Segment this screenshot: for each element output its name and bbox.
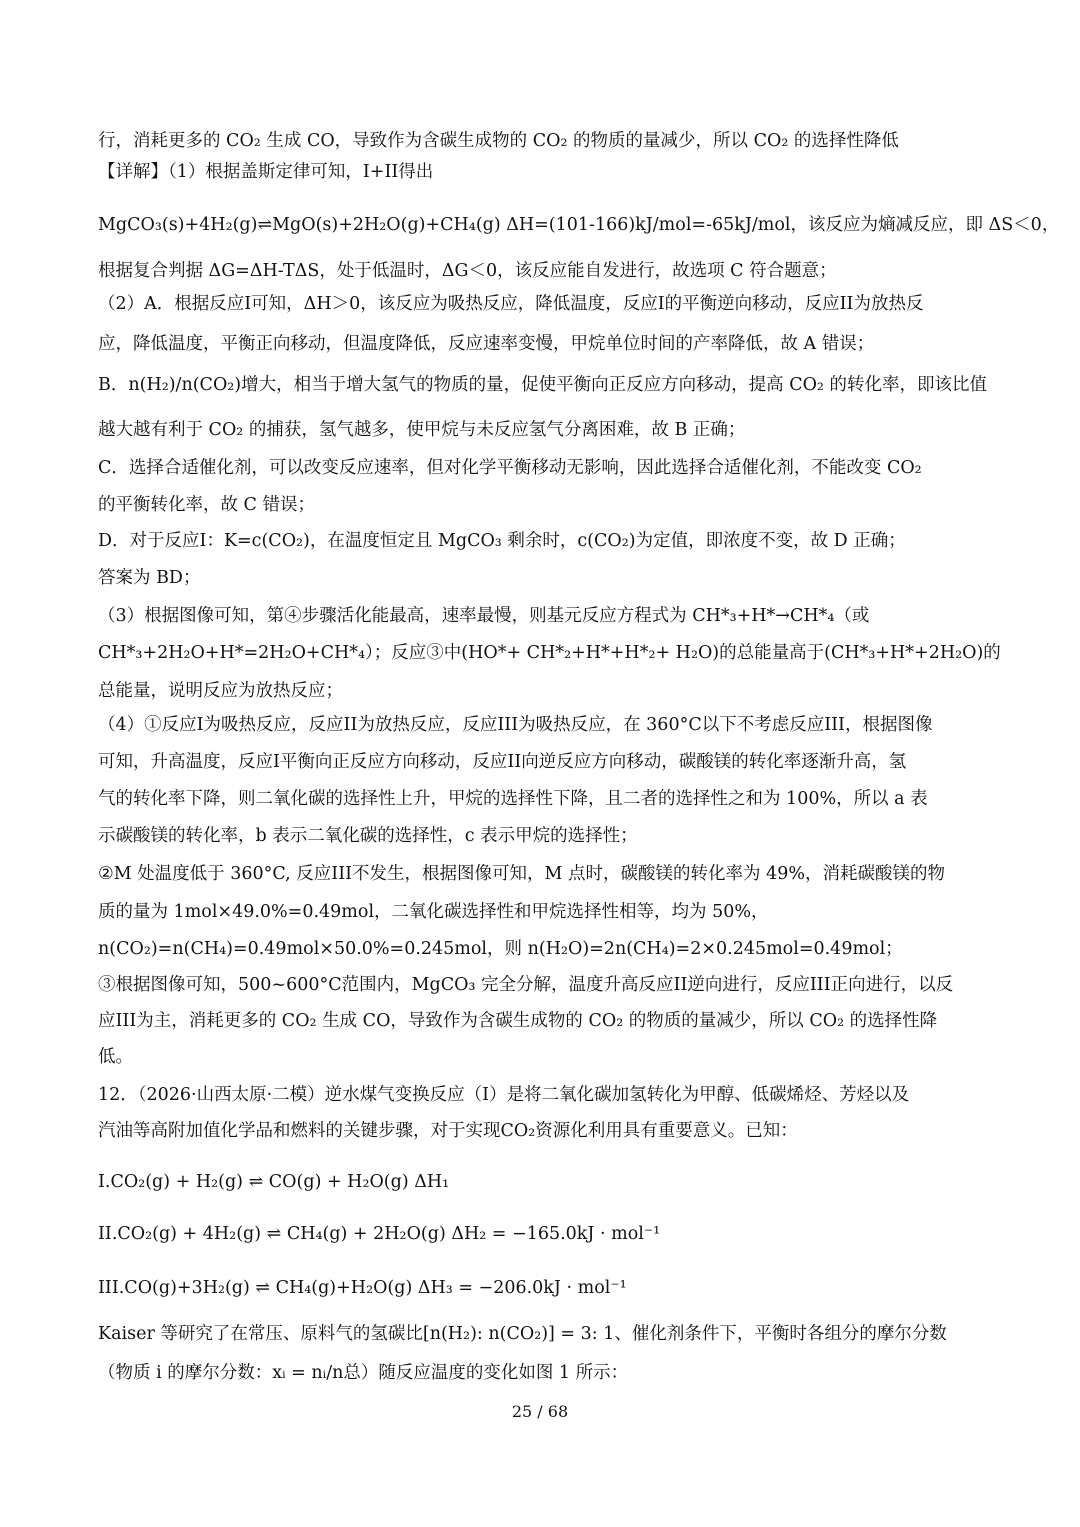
text-line: 12．（2026·山西太原·二模）逆水煤气变换反应（I）是将二氧化碳加氢转化为甲醇、低碳烯烃、芳烃以及 (98, 1085, 910, 1105)
text-line: 行，消耗更多的 CO₂ 生成 CO，导致作为含碳生成物的 CO₂ 的物质的量减少，所以 CO₂ 的选择性降低 (98, 131, 899, 151)
text-line: 的平衡转化率，故 C 错误； (98, 495, 316, 515)
text-line: 可知，升高温度，反应I平衡向正反应方向移动，反应II向逆反应方向移动，碳酸镁的转化率逐渐升高，氢 (98, 752, 907, 772)
text-line: （2）A．根据反应I可知，ΔH＞0，该反应为吸热反应，降低温度，反应I的平衡逆向移动，反应II为放热反 (98, 294, 924, 314)
text-line: 汽油等高附加值化学品和燃料的关键步骤，对于实现CO₂资源化利用具有重要意义。已知： (98, 1121, 798, 1141)
text-line: （4）①反应I为吸热反应，反应II为放热反应，反应III为吸热反应，在 360°C以下不考虑反应III，根据图像 (98, 715, 933, 735)
text-line: MgCO₃(s)+4H₂(g)⇌MgO(s)+2H₂O(g)+CH₄(g) ΔH=(101-166)kJ/mol=-65kJ/mol，该反应为熵减反应，即 ΔS＜0， (98, 215, 1060, 235)
text-line: 答案为 BD； (98, 568, 201, 588)
text-line: Kaiser 等研究了在常压、原料气的氢碳比[n(H₂): n(CO₂)] = 3: 1、催化剂条件下，平衡时各组分的摩尔分数 (98, 1324, 947, 1344)
text-line: ②M 处温度低于 360°C, 反应III不发生，根据图像可知，M 点时，碳酸镁的转化率为 49%，消耗碳酸镁的物 (98, 864, 945, 884)
text-line: 气的转化率下降，则二氧化碳的选择性上升，甲烷的选择性下降，且二者的选择性之和为 100%，所以 a 表 (98, 789, 928, 809)
text-line: 质的量为 1mol×49.0%=0.49mol，二氧化碳选择性和甲烷选择性相等，均为 50%， (98, 902, 769, 922)
text-line: 应，降低温度，平衡正向移动，但温度降低，反应速率变慢，甲烷单位时间的产率降低，故 A 错误； (98, 334, 875, 354)
text-line: n(CO₂)=n(CH₄)=0.49mol×50.0%=0.245mol，则 n(H₂O)=2n(CH₄)=2×0.245mol=0.49mol； (98, 939, 903, 959)
equation-line: II.CO₂(g) + 4H₂(g) ⇌ CH₄(g) + 2H₂O(g) ΔH₂ = −165.0kJ · mol⁻¹ (98, 1224, 661, 1244)
text-line: C．选择合适催化剂，可以改变反应速率，但对化学平衡移动无影响，因此选择合适催化剂，不能改变 CO₂ (98, 458, 922, 478)
equation-line: I.CO₂(g) + H₂(g) ⇌ CO(g) + H₂O(g) ΔH₁ (98, 1172, 450, 1192)
text-line: 越大越有利于 CO₂ 的捕获，氢气越多，使甲烷与未反应氢气分离困难，故 B 正确； (98, 420, 746, 440)
text-line: 总能量，说明反应为放热反应； (98, 681, 343, 701)
text-line: D．对于反应I：K=c(CO₂)，在温度恒定且 MgCO₃ 剩余时，c(CO₂)为定值，即浓度不变，故 D 正确； (98, 531, 906, 551)
text-line: （物质 i 的摩尔分数：xᵢ = nᵢ/n总）随反应温度的变化如图 1 所示： (98, 1363, 629, 1383)
text-line: CH*₃+2H₂O+H*=2H₂O+CH*₄）；反应③中(HO*+ CH*₂+H*+H*₂+ H₂O)的总能量高于(CH*₃+H*+2H₂O)的 (98, 643, 1001, 663)
text-line: ③根据图像可知，500~600°C范围内，MgCO₃ 完全分解，温度升高反应II逆向进行，反应III正向进行，以反 (98, 975, 954, 995)
text-line: 应III为主，消耗更多的 CO₂ 生成 CO，导致作为含碳生成物的 CO₂ 的物质的量减少，所以 CO₂ 的选择性降 (98, 1011, 938, 1031)
text-line: 【详解】（1）根据盖斯定律可知，I+II得出 (98, 162, 434, 182)
page-number: 25 / 68 (511, 1402, 569, 1421)
text-line: 根据复合判据 ΔG=ΔH-TΔS，处于低温时，ΔG＜0，该反应能自发进行，故选项 C 符合题意； (98, 261, 837, 281)
text-line: （3）根据图像可知，第④步骤活化能最高，速率最慢，则基元反应方程式为 CH*₃+H*→CH*₄（或 (98, 606, 870, 626)
text-line: 低。 (98, 1047, 133, 1067)
text-line: B．n(H₂)/n(CO₂)增大，相当于增大氢气的物质的量，促使平衡向正反应方向移动，提高 CO₂ 的转化率，即该比值 (98, 375, 988, 395)
text-line: 示碳酸镁的转化率，b 表示二氧化碳的选择性，c 表示甲烷的选择性； (98, 826, 638, 846)
equation-line: III.CO(g)+3H₂(g) ⇌ CH₄(g)+H₂O(g) ΔH₃ = −206.0kJ · mol⁻¹ (98, 1278, 627, 1298)
